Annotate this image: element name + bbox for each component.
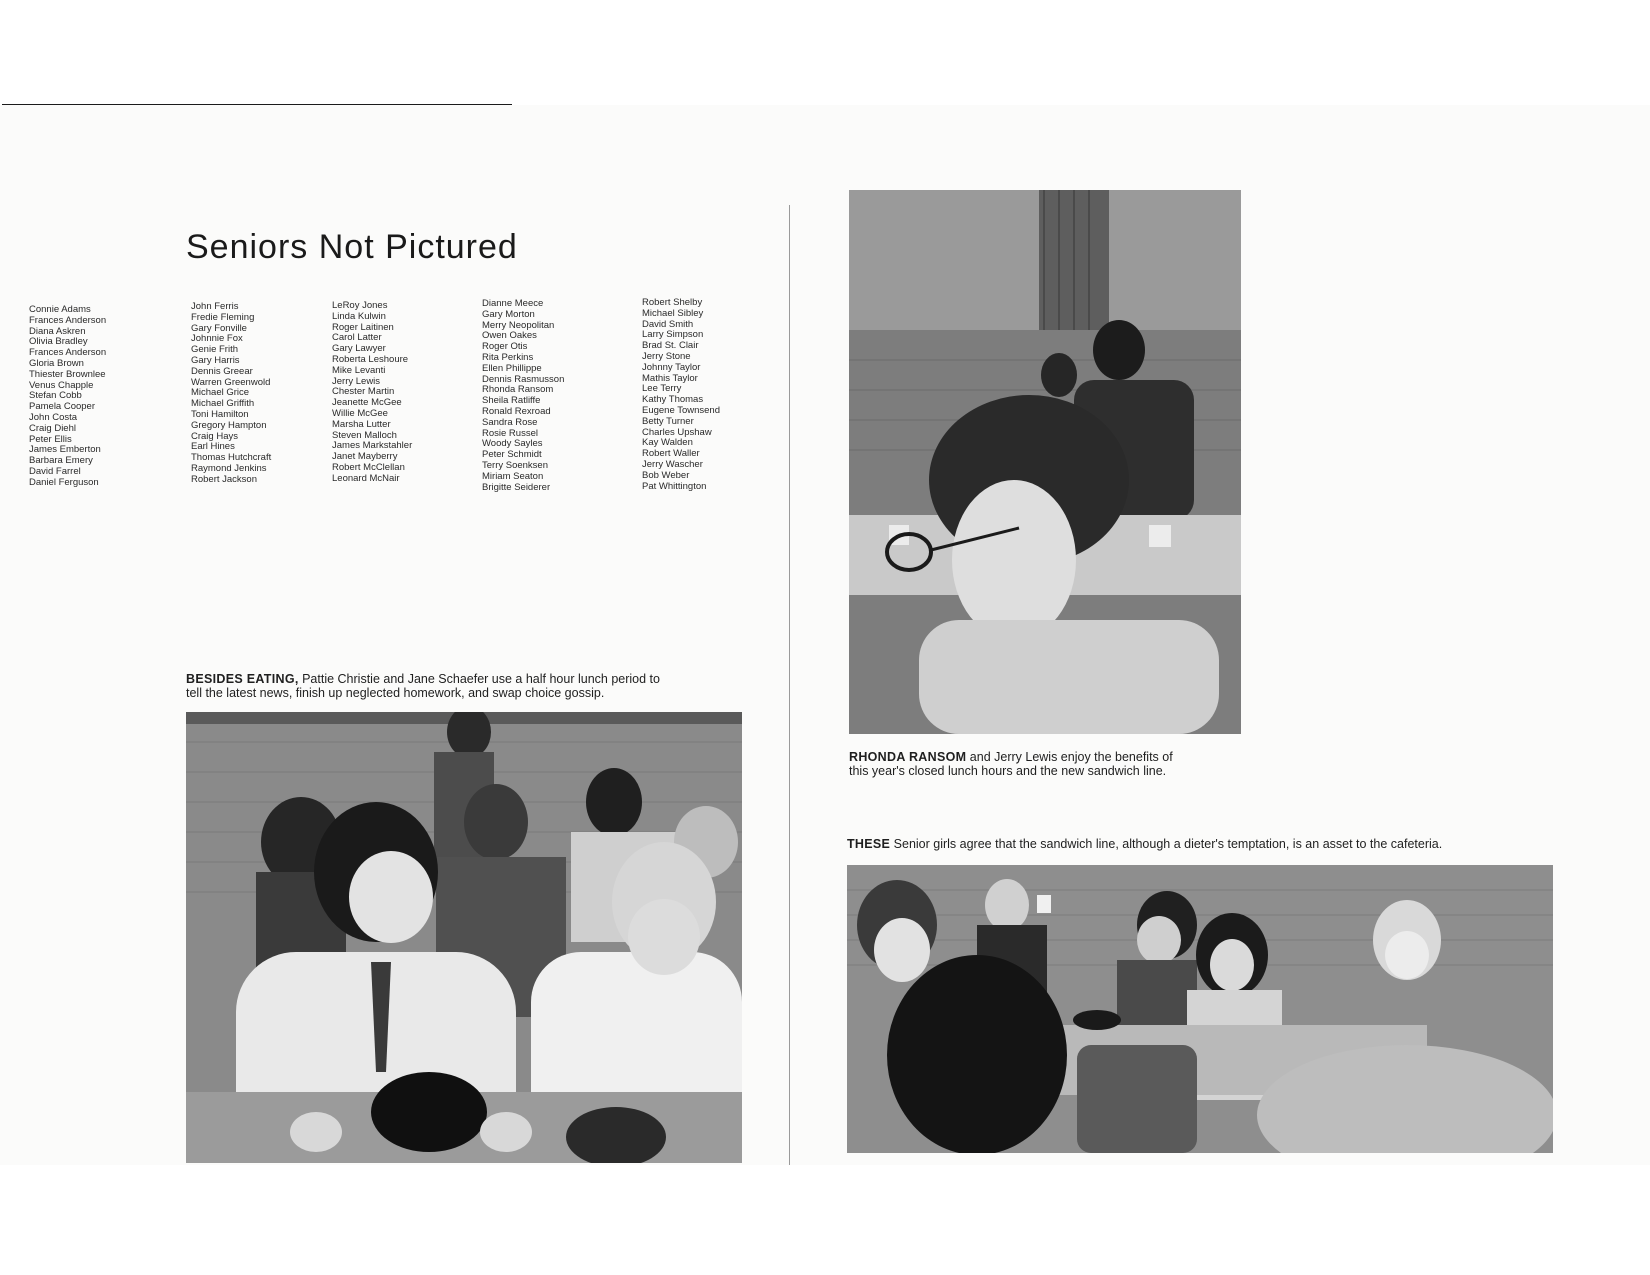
- senior-name: David Farrel: [29, 465, 81, 477]
- senior-name: Merry Neopolitan: [482, 319, 555, 331]
- senior-name: Michael Griffith: [191, 398, 255, 410]
- photo-senior-girls: [847, 865, 1553, 1153]
- senior-name: Ellen Phillippe: [482, 362, 542, 374]
- senior-name: Miriam Seaton: [482, 470, 544, 482]
- senior-name: Sandra Rose: [482, 416, 538, 428]
- caption-lead: THESE: [847, 837, 891, 851]
- name-column: [642, 298, 720, 492]
- senior-name: Gary Lawyer: [332, 343, 386, 355]
- senior-name: Gary Fonville: [191, 322, 247, 334]
- name-column: [191, 302, 271, 486]
- senior-name: Johnny Taylor: [642, 361, 701, 373]
- senior-name: Jerry Stone: [642, 350, 691, 362]
- name-column: [332, 301, 412, 485]
- caption-text: tell the latest news, finish up neglected homework, and swap choice gossip.: [186, 686, 605, 700]
- senior-name: Jerry Wascher: [642, 458, 703, 470]
- senior-name: Betty Turner: [642, 415, 694, 427]
- senior-name: Robert Waller: [642, 448, 700, 460]
- senior-name: Roger Laitinen: [332, 321, 394, 333]
- senior-name: James Emberton: [29, 444, 101, 456]
- senior-name: Connie Adams: [29, 304, 91, 315]
- senior-name: David Smith: [642, 318, 694, 330]
- senior-name: Thomas Hutchcraft: [191, 452, 272, 464]
- senior-name: Pat Whittington: [642, 480, 707, 492]
- senior-name: Dennis Greear: [191, 365, 253, 377]
- senior-name: Gloria Brown: [29, 357, 84, 369]
- senior-name: Warren Greenwold: [191, 376, 271, 388]
- senior-name: Michael Grice: [191, 387, 250, 399]
- senior-name: Gregory Hampton: [191, 419, 267, 431]
- photo-lunch-table: [186, 712, 742, 1163]
- senior-name: Olivia Bradley: [29, 336, 88, 348]
- senior-name: Craig Hays: [191, 430, 238, 442]
- senior-name: Brad St. Clair: [642, 340, 699, 352]
- senior-name: John Costa: [29, 411, 78, 423]
- senior-name: Brigitte Seiderer: [482, 481, 551, 493]
- caption-lead: RHONDA RANSOM: [849, 750, 967, 764]
- senior-name: Kathy Thomas: [642, 394, 704, 406]
- senior-name: Rita Perkins: [482, 351, 534, 363]
- senior-name: Genie Frith: [191, 344, 238, 356]
- senior-name: Gary Harris: [191, 354, 240, 366]
- senior-name: Ronald Rexroad: [482, 405, 551, 417]
- senior-name: Leonard McNair: [332, 472, 400, 484]
- caption-text: this year's closed lunch hours and the new sandwich line.: [849, 764, 1167, 778]
- senior-name: Frances Anderson: [29, 347, 107, 359]
- senior-name: John Ferris: [191, 301, 239, 312]
- page-gutter: [789, 205, 790, 1165]
- senior-name: Daniel Ferguson: [29, 476, 99, 488]
- senior-name: Marsha Lutter: [332, 418, 391, 430]
- senior-name: Robert Shelby: [642, 297, 703, 308]
- senior-name: Gary Morton: [482, 308, 535, 320]
- photo-graphic: [847, 865, 1553, 1153]
- caption-text: Senior girls agree that the sandwich line, although a dieter's temptation, is an asset to the cafeteria.: [890, 837, 1443, 851]
- photo-graphic: [849, 190, 1241, 734]
- senior-name: Steven Malloch: [332, 429, 397, 441]
- senior-name: Woody Sayles: [482, 438, 543, 450]
- senior-name: Terry Soenksen: [482, 459, 549, 471]
- senior-name: Charles Upshaw: [642, 426, 712, 438]
- senior-name: Frances Anderson: [29, 314, 107, 326]
- senior-name: Diana Askren: [29, 325, 86, 337]
- name-column: [29, 305, 106, 489]
- senior-name: Jeanette McGee: [332, 397, 402, 409]
- senior-name: Linda Kulwin: [332, 310, 386, 322]
- caption-text: and Jerry Lewis enjoy the benefits of: [966, 750, 1173, 764]
- senior-name: Larry Simpson: [642, 329, 704, 341]
- senior-name: Dianne Meece: [482, 298, 544, 309]
- senior-name: Earl Hines: [191, 441, 235, 453]
- senior-name: Thiester Brownlee: [29, 368, 106, 380]
- senior-name: James Markstahler: [332, 440, 413, 452]
- senior-name: Barbara Emery: [29, 455, 93, 467]
- senior-name: Raymond Jenkins: [191, 462, 267, 474]
- senior-name: Owen Oakes: [482, 330, 537, 342]
- senior-name: Rhonda Ransom: [482, 384, 554, 396]
- caption-senior-girls: [847, 837, 1627, 851]
- senior-name: Dennis Rasmusson: [482, 373, 565, 385]
- senior-name: Craig Diehl: [29, 422, 76, 434]
- senior-name: Michael Sibley: [642, 307, 704, 319]
- senior-name: Venus Chapple: [29, 379, 94, 391]
- senior-name: Jerry Lewis: [332, 375, 381, 387]
- senior-name: Lee Terry: [642, 383, 682, 395]
- senior-name: Peter Ellis: [29, 433, 72, 445]
- senior-name: Kay Walden: [642, 437, 693, 449]
- senior-name: Peter Schmidt: [482, 449, 542, 461]
- senior-name: Rosie Russel: [482, 427, 538, 439]
- senior-name: LeRoy Jones: [332, 300, 388, 311]
- photo-rhonda-ransom: [849, 190, 1241, 734]
- senior-name: Stefan Cobb: [29, 390, 82, 402]
- page-title: Seniors Not Pictured: [186, 228, 518, 266]
- senior-name: Robert Jackson: [191, 473, 258, 485]
- senior-name: Toni Hamilton: [191, 408, 249, 420]
- senior-name: Pamela Cooper: [29, 401, 96, 413]
- senior-name: Robert McClellan: [332, 461, 405, 473]
- senior-name: Sheila Ratliffe: [482, 395, 541, 407]
- senior-name: Roberta Leshoure: [332, 353, 409, 365]
- caption-rhonda-ransom: [849, 750, 1269, 778]
- photo-graphic: [186, 712, 742, 1163]
- caption-lead: BESIDES EATING,: [186, 672, 299, 686]
- senior-name: Eugene Townsend: [642, 404, 720, 416]
- senior-name: Carol Latter: [332, 332, 382, 344]
- senior-name: Johnnie Fox: [191, 333, 243, 345]
- senior-name: Mathis Taylor: [642, 372, 698, 384]
- caption-besides-eating: [186, 672, 746, 700]
- senior-name: Mike Levanti: [332, 364, 386, 376]
- senior-name: Janet Mayberry: [332, 451, 398, 463]
- name-column: [482, 299, 564, 493]
- senior-name: Roger Otis: [482, 341, 528, 353]
- senior-name: Chester Martin: [332, 386, 395, 398]
- senior-name: Fredie Fleming: [191, 311, 255, 323]
- senior-name: Bob Weber: [642, 469, 690, 481]
- senior-name: Willie McGee: [332, 407, 388, 419]
- caption-text: Pattie Christie and Jane Schaefer use a half hour lunch period to: [298, 672, 660, 686]
